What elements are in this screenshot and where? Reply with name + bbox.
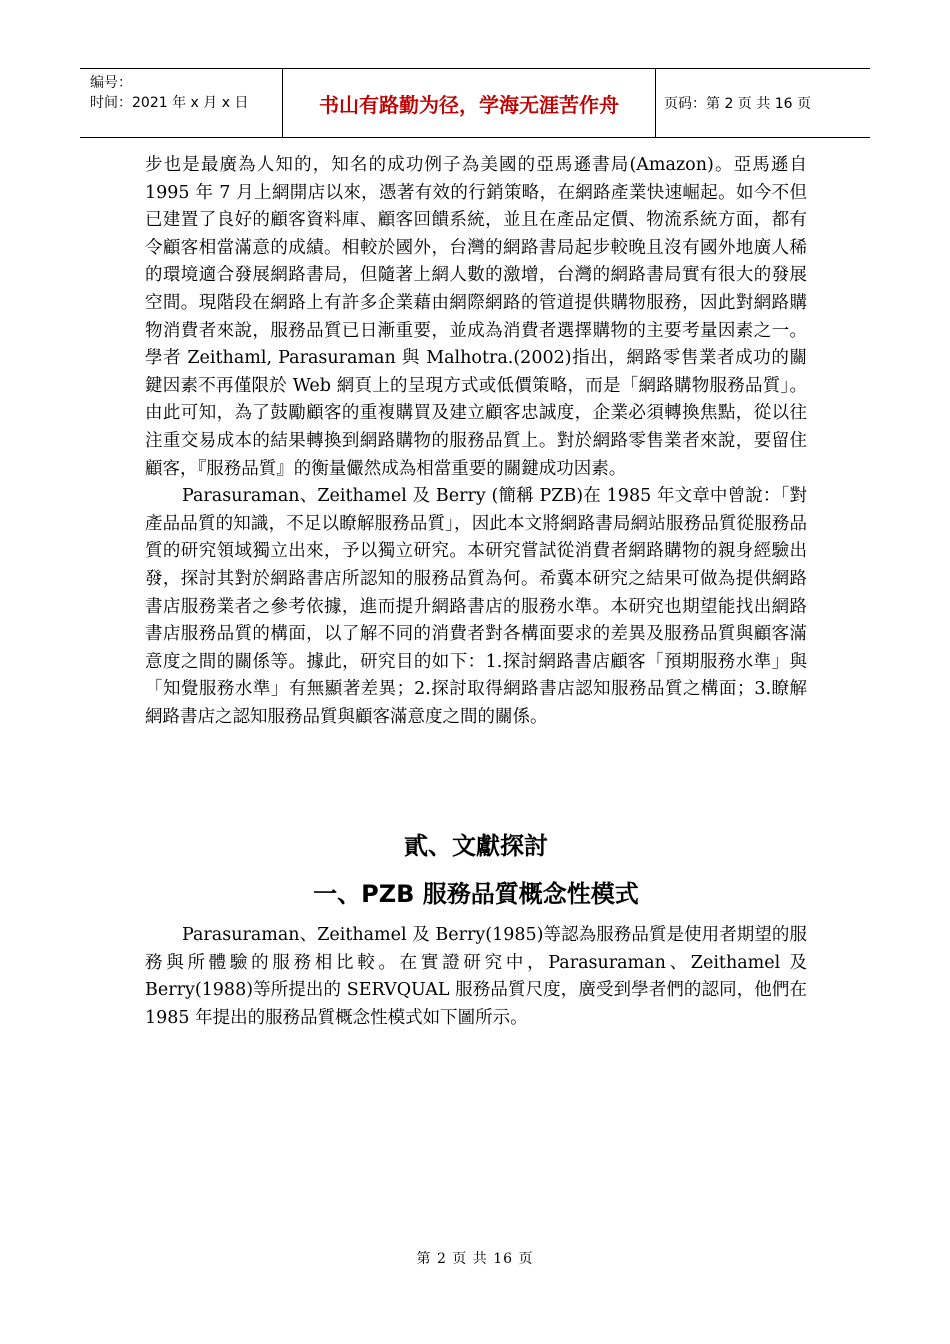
header-page-label: 页码：第 2 页 共 16 页 (664, 96, 811, 112)
header-meta (80, 69, 283, 137)
header-motto: 书山有路勤为径，学海无涯苦作舟 (283, 69, 656, 137)
page-header (80, 68, 870, 138)
section-heading: 貳、文獻探討 (404, 832, 548, 860)
page-footer: 第 2 页 共 16 页 (416, 1251, 534, 1267)
subsection-heading: 一、PZB 服務品質概念性模式 (313, 880, 639, 908)
paragraph-1: 步也是最廣為人知的，知名的成功例子為美國的亞馬遜書局(Amazon)。亞馬遜自 1995 年 7 月上網開店以來，憑著有效的行銷策略，在網路產業快速崛起。如今不但已建置了良好的顧客資料庫、顧客回饋系統，並且在產品定價、物流系統方面，都有令顧客相當滿意的成績。相較於國外，台灣的網路書局起步較晚且沒有國外地廣人稀的環境適合發展網路書局，但隨著上網人數的激增，台灣的網路書局實有很大的發展空間。現階段在網路上有許多企業藉由網際網路的管道提供購物服務，因此對網路購物消費者來說，服務品質已日漸重要，並成為消費者選擇購物的主要考量因素之一。學者 Zeithaml, Parasuraman 與 Malhotra.(2002)指出，網路零售業者成功的關鍵因素不再僅限於 Web 網頁上的呈現方式或低價策略，而是「網路購物服務品質」。由此可知，為了鼓勵顧客的重複購買及建立顧客忠誠度，企業必須轉換焦點，從以往注重交易成本的結果轉換到網路購物的服務品質上。對於網路零售業者來說，要留住顧客，『服務品質』的衡量儼然成為相當重要的關鍵成功因素。 (145, 155, 807, 479)
number-label: 编号： (90, 75, 132, 91)
document-body (145, 152, 807, 731)
date-label: 时间：2021 年 x 月 x 日 (90, 95, 249, 111)
paragraph-3: Parasuraman、Zeithamel 及 Berry(1985)等認為服務品質是使用者期望的服務與所體驗的服務相比較。在實證研究中，Parasuraman、Zeithamel 及 Berry(1988)等所提出的 SERVQUAL 服務品質尺度，廣受到學者們的認同，他們在 1985 年提出的服務品質概念性模式如下圖所示。 (145, 925, 807, 1028)
paragraph-2: Parasuraman、Zeithamel 及 Berry (簡稱 PZB)在 1985 年文章中曾說：「對產品品質的知識，不足以瞭解服務品質」，因此本文將網路書局網站服務品質從服務品質的研究領域獨立出來，予以獨立研究。本研究嘗試從消費者網路購物的親身經驗出發，探討其對於網路書店所認知的服務品質為何。希冀本研究之結果可做為提供網路書店服務業者之參考依據，進而提升網路書店的服務水準。本研究也期望能找出網路書店服務品質的構面，以了解不同的消費者對各構面要求的差異及服務品質與顧客滿意度之間的關係等。據此，研究目的如下：1.探討網路書店顧客「預期服務水準」與「知覺服務水準」有無顯著差異；2.探討取得網路書店認知服務品質之構面；3.瞭解網路書店之認知服務品質與顧客滿意度之間的關係。 (145, 486, 807, 727)
